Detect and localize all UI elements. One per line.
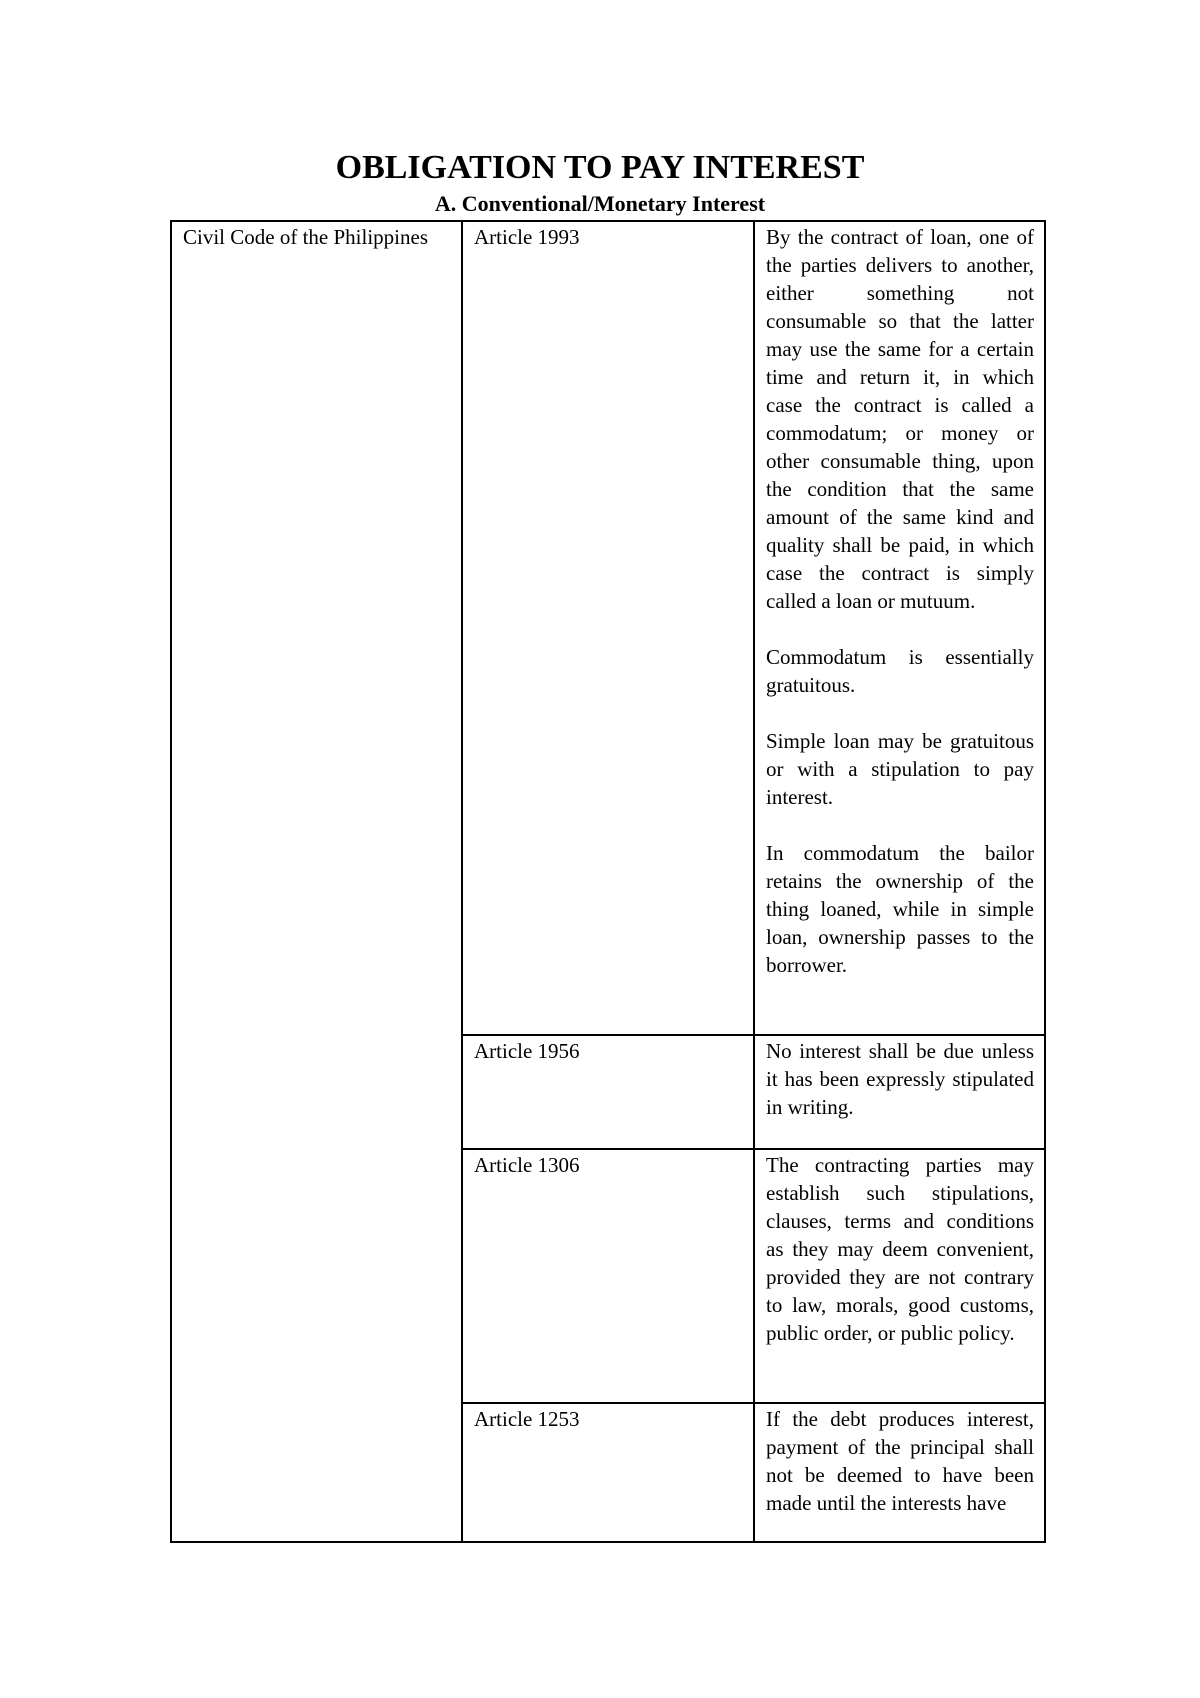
article-label: Article 1253 [474, 1407, 580, 1431]
article-cell [462, 1035, 754, 1149]
provision-paragraph: Commodatum is essentially gratuitous. [766, 645, 1034, 697]
provision-paragraph: If the debt produces interest, payment of the principal shall not be deemed to have been made until the interests have [766, 1407, 1034, 1515]
provision-paragraph: In commodatum the bailor retains the ownership of the thing loaned, while in simple loan, ownership passes to the borrower. [766, 841, 1034, 977]
section-subtitle: A. Conventional/Monetary Interest [434, 191, 766, 216]
document-title: OBLIGATION TO PAY INTEREST [335, 149, 865, 186]
article-cell [462, 221, 754, 1035]
table-row [171, 221, 1045, 1035]
provision-paragraph: By the contract of loan, one of the parties delivers to another, either something not consumable so that the latter may use the same for a certain time and return it, in which case the contract is called a commodatum; or money or other consumable thing, upon the condition that the same amount of the same kind and quality shall be paid, in which case the contract is simply called a loan or mutuum. [766, 225, 1034, 613]
provision-cell [754, 1035, 1045, 1149]
interest-table [170, 220, 1046, 1543]
source-cell [171, 221, 462, 1542]
provision-paragraph: The contracting parties may establish such stipulations, clauses, terms and conditions as they may deem convenient, provided they are not contrary to law, morals, good customs, public order, or public policy. [766, 1153, 1034, 1345]
article-label: Article 1306 [474, 1153, 580, 1177]
provision-paragraph: No interest shall be due unless it has been expressly stipulated in writing. [766, 1039, 1034, 1119]
provision-cell [754, 1149, 1045, 1403]
article-cell [462, 1149, 754, 1403]
article-label: Article 1993 [474, 225, 580, 249]
provision-cell [754, 1403, 1045, 1542]
provision-paragraph: Simple loan may be gratuitous or with a stipulation to pay interest. [766, 729, 1034, 809]
article-label: Article 1956 [474, 1039, 580, 1063]
article-cell [462, 1403, 754, 1542]
source-label: Civil Code of the Philippines [183, 225, 428, 249]
provision-cell [754, 221, 1045, 1035]
